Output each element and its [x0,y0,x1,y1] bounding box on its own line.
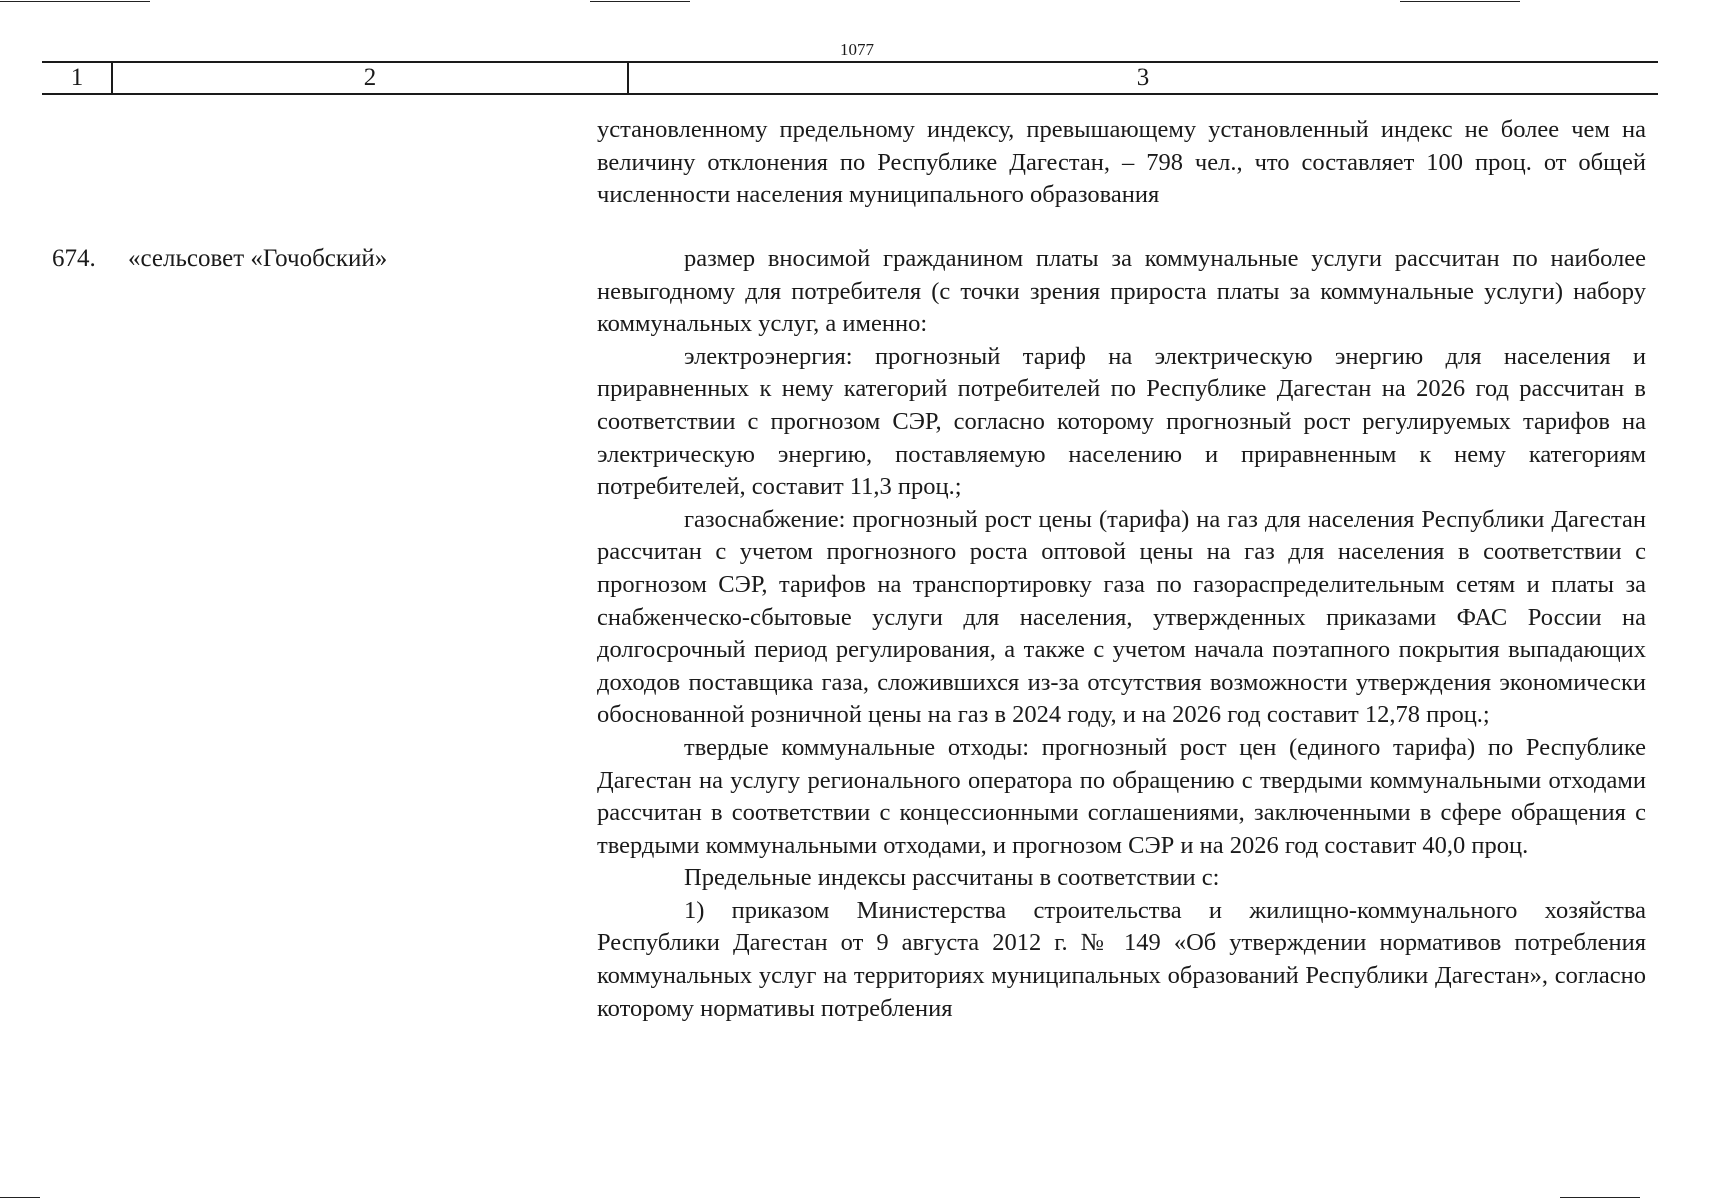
header-col-2: 2 [363,64,377,91]
header-col-3: 3 [1136,64,1150,91]
scan-edge-top-left [0,1,150,2]
header-col-1: 1 [70,64,84,91]
row-description-cell [597,243,1646,1025]
paragraph-electricity: электроэнергия: прогнозный тариф на электрическую энергию для населения и приравненных к нему категорий потребителей по Республике Дагестан на 2026 год рассчитан в соответствии с прогнозом СЭР, согласно которому прогнозный рост регулируемых тарифов на электрическую энергию, поставляемую населению и приравненным к нему категориям потребителей, составит 11,3 проц.; [597,342,1646,501]
table-header [42,61,1658,95]
scan-edge-bottom-right [1560,1197,1640,1198]
row-municipality-name: «сельсовет «Гочобский» [128,245,388,272]
page-number: 1077 [840,40,874,59]
paragraph-order: 1) приказом Министерства строительства и жилищно-коммунального хозяйства Республики Дагестан от 9 августа 2012 г. № 149 «Об утверждении нормативов потребления коммунальных услуг на территориях муниципальных образований Республики Дагестан», согласно которому нормативы потребления [597,896,1646,1022]
continuation-text: установленному предельному индексу, превышающему установленный индекс не более чем на величину отклонения по Республике Дагестан, – 798 чел., что составляет 100 проц. от общей численности населения муниципального образования [597,116,1646,209]
paragraph-intro: размер вносимой гражданином платы за коммунальные услуги рассчитан по наиболее невыгодному для потребителя (с точки зрения прироста платы за коммунальные услуги) набору коммунальных услуг, а именно: [597,245,1646,338]
row-number: 674. [52,245,96,272]
paragraph-waste: твердые коммунальные отходы: прогнозный рост цен (единого тарифа) по Республике Дагестан на услугу регионального оператора по обращению с твердыми коммунальными отходами рассчитан в соответствии с концессионными соглашениями, заключенными в сфере обращения с твердыми коммунальными отходами, и прогнозом СЭР и на 2026 год составит 40,0 проц. [597,733,1646,859]
continuation-cell [597,114,1646,212]
paragraph-gas: газоснабжение: прогнозный рост цены (тарифа) на газ для населения Республики Дагестан рассчитан с учетом прогнозного роста оптовой цены на газ для населения в соответствии с прогнозом СЭР, тарифов на транспортировку газа по газораспределительным сетям и платы за снабженческо-сбытовые услуги для населения, утвержденных приказами ФАС России на долгосрочный период регулирования, а также с учетом начала поэтапного покрытия выпадающих доходов поставщика газа, сложившихся из-за отсутствия возможности утверждения экономически обоснованной розничной цены на газ в 2024 году, и на 2026 год составит 12,78 проц.; [597,505,1646,729]
paragraph-indices: Предельные индексы рассчитаны в соответствии с: [684,864,1220,892]
scan-edge-bottom-left [0,1197,40,1198]
scan-edge-top-right [1400,1,1520,2]
scan-edge-top-mid [590,1,690,2]
